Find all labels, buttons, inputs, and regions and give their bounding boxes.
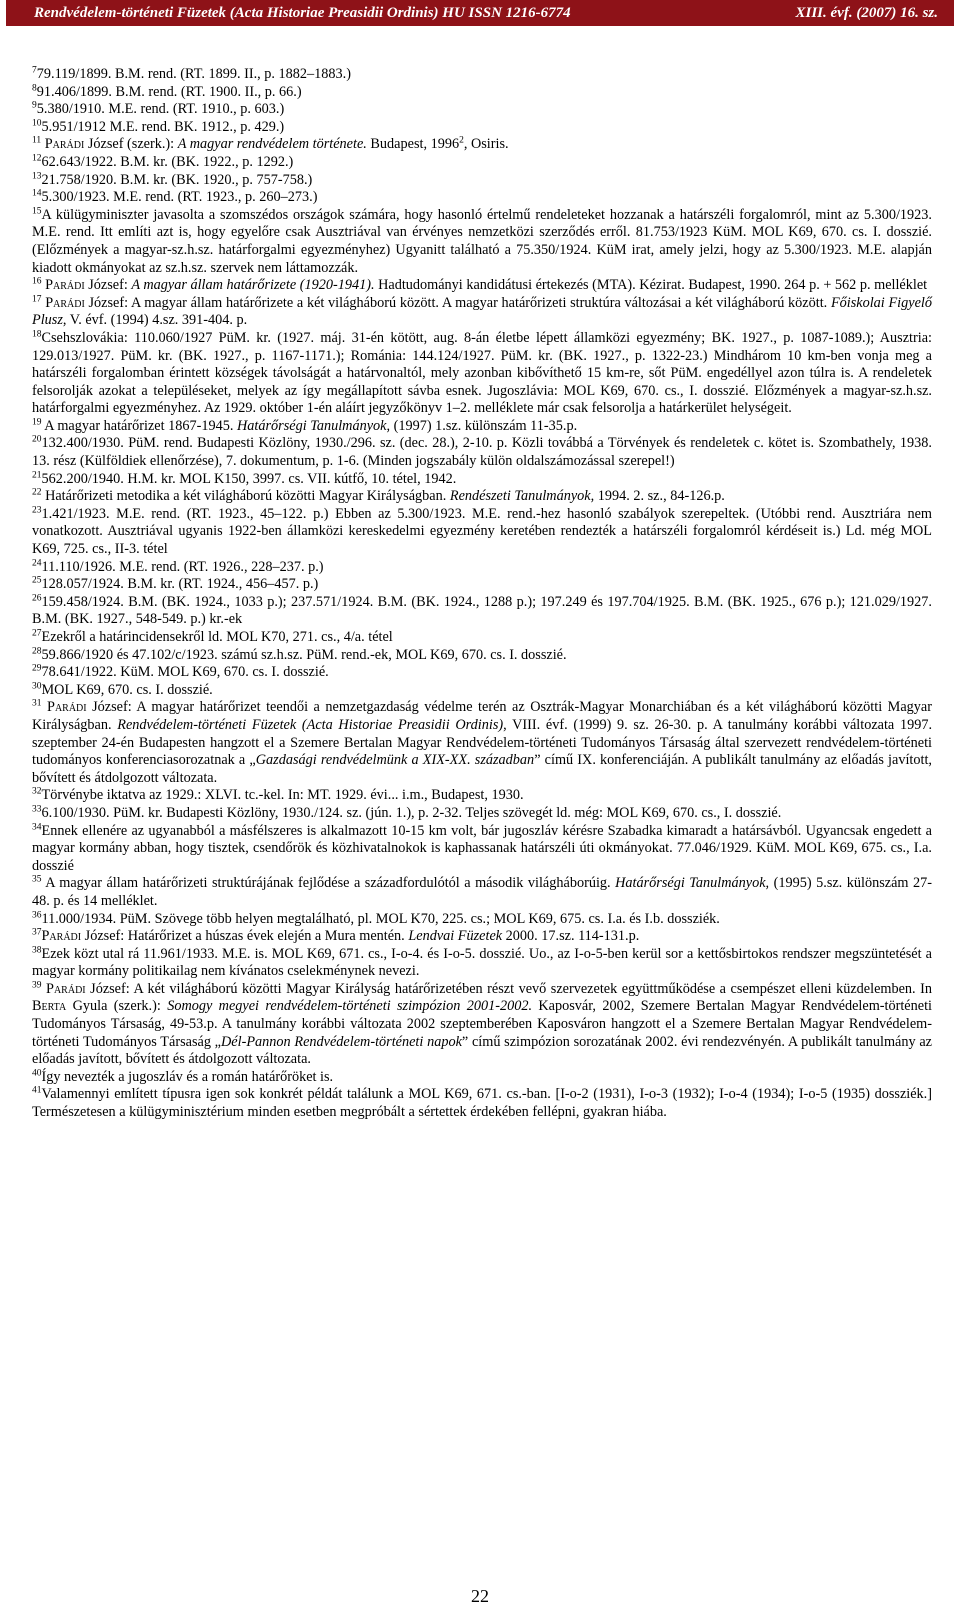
footnote bbox=[32, 154, 932, 172]
footnote-number: 30 bbox=[32, 681, 42, 692]
footnote bbox=[32, 1069, 932, 1087]
footnote bbox=[32, 295, 932, 330]
footnote-text: Gazdasági rendvédelmünk a XIX-XX. században bbox=[255, 752, 535, 769]
footnote-text: 2000. 17.sz. 114-131.p. bbox=[502, 928, 640, 945]
footnote-text: József: A magyar állam határőrizete a két világháború között. A magyar határőrizeti struktúra változásai a két világháború között. bbox=[84, 294, 831, 311]
footnote-text: Parádi bbox=[45, 294, 85, 311]
footnote bbox=[32, 559, 932, 577]
footnote-number: 19 bbox=[32, 417, 42, 428]
footnote-text: Főiskolai Figyelő Plusz bbox=[32, 294, 932, 329]
footnote-number: 10 bbox=[32, 118, 42, 129]
footnote-text: Parádi bbox=[44, 136, 85, 153]
footnote-text: (1997) 1.sz. különszám 11-35.p. bbox=[390, 417, 578, 434]
page-number: 22 bbox=[471, 1586, 489, 1606]
footnote-text: Budapest, 1996 bbox=[366, 136, 460, 153]
footnote bbox=[32, 488, 932, 506]
footnote-number: 35 bbox=[32, 874, 42, 885]
footnote-number: 36 bbox=[32, 909, 42, 920]
footnote-text: Határőrségi Tanulmányok, bbox=[615, 875, 770, 892]
footnote-text: 91.406/1899. B.M. rend. (RT. 1900. II., p. 66.) bbox=[36, 83, 302, 100]
footnote-text: Ezekről a határincidensekről ld. MOL K70, 271. cs., 4/a. tétel bbox=[41, 629, 393, 645]
footnote-number: 7 bbox=[32, 65, 37, 76]
footnote-text: Határőrségi Tanulmányok, bbox=[237, 417, 391, 434]
footnote-text: Határőrizeti metodika a két világháború közötti Magyar Királyságban. bbox=[41, 488, 450, 505]
footnote-number: 37 bbox=[32, 927, 42, 938]
footnote-text: A külügyminiszter javasolta a szomszédos országok számára, hogy hasonló értelmű rendeleteket hozzanak a határszéli forgalomról, mint az 5.300/1923. M.E. rend. Itt említi azt is, hogy egyelőre csak Ausztriával van érvényes nemzetközi szerződés erről. 81.753/1923 KüM. MOL K69, 670. cs. I. dosszié. (Előzmények a magyar-sz.h.sz. határforgalmi egyezményhez) Ugyanitt található a 75.350/1924. KüM irat, amely jelzi, hogy az 5.300/1923. M.E. alapján kiadott okmányokat az sz.h.sz. szervek nem láttamozzák. bbox=[32, 206, 932, 276]
footnote bbox=[32, 787, 932, 805]
footnote-text: Kaposvár, 2002, Szemere Bertalan Magyar Rendvédelem-történeti Tudományos Társaság, 49-53.p. A tanulmány korábbi változata 2002 szeptemberében Kaposváron hangzott el a Szemere Bertalan Magyar Rendvédelem-történeti Tudományos Társaság „ bbox=[32, 998, 933, 1050]
footnote-text: 6.100/1930. PüM. kr. Budapesti Közlöny, 1930./124. sz. (jún. 1.), p. 2-32. Teljes szövegét ld. még: MOL K69, 670. cs., I. dosszié. bbox=[41, 804, 782, 821]
footnote-number: 22 bbox=[32, 487, 42, 498]
footnote-text: 11.000/1934. PüM. Szövege több helyen megtalálható, pl. MOL K70, 225. cs.; MOL K69, 675. cs. I.a. és I.b. dossziék. bbox=[41, 910, 720, 927]
footnote-number: 39 bbox=[32, 980, 42, 991]
footnote-text: 11.110/1926. M.E. rend. (RT. 1926., 228–237. p.) bbox=[41, 558, 324, 575]
footnote bbox=[32, 594, 932, 629]
footnote bbox=[32, 101, 932, 119]
footnote bbox=[32, 66, 932, 84]
footnote-text: Rendészeti Tanulmányok, bbox=[449, 488, 595, 505]
footnote-number: 24 bbox=[32, 557, 42, 568]
footnote-number: 15 bbox=[32, 206, 42, 216]
footnote-text: 562.200/1940. H.M. kr. MOL K150, 3997. cs. VII. kútfő, 10. tétel, 1942. bbox=[41, 470, 457, 487]
footnote-text: József (szerk.): bbox=[84, 136, 178, 153]
footnote bbox=[32, 664, 932, 682]
footnote-number: 41 bbox=[32, 1085, 42, 1096]
footnote bbox=[32, 119, 932, 137]
footnote-text: József: A két világháború közötti Magyar Királyság határőrizetében részt vevő szervezetek együttműködése a csempészet elleni küzdelemben. In bbox=[85, 980, 933, 997]
footnote bbox=[32, 418, 932, 436]
footnote-number: 28 bbox=[32, 645, 42, 656]
footnote-text: Lendvai Füzetek bbox=[408, 928, 503, 945]
footnote-text: Valamennyi említett típusra igen sok konkrét példát találunk a MOL K69, 671. cs.-ban. [I-o-2 (1931), I-o-3 (1932); I-o-4 (1934); I-o-5 (1935) dossziék.] Természetesen a külügyminisztérium minden esetben megpróbált a sértettek érdekében fellépni, gyakran hiába. bbox=[32, 1086, 932, 1121]
footnote-text: 5.951/1912 M.E. rend. BK. 1912., p. 429.) bbox=[41, 118, 285, 135]
footnote bbox=[32, 928, 932, 946]
footnote-number: 38 bbox=[32, 944, 42, 955]
footnote-text: Somogy megyei rendvédelem-történeti szimpózion 2001-2002. bbox=[167, 998, 533, 1015]
footnote-text: 5.380/1910. M.E. rend. (RT. 1910., p. 603.) bbox=[36, 101, 285, 118]
footnote-number: 34 bbox=[32, 821, 42, 832]
footnote-number: 8 bbox=[32, 82, 37, 93]
footnote-text: 62.643/1922. B.M. kr. (BK. 1922., p. 1292.) bbox=[41, 153, 294, 170]
footnote-number: 21 bbox=[32, 469, 42, 480]
footnote-number: 17 bbox=[32, 293, 42, 304]
footnote bbox=[32, 471, 932, 489]
footnote-text: A magyar állam határőrizeti struktúrájának fejlődése a századfordulótól a második világháborúig. bbox=[41, 875, 616, 892]
footnote-text: Dél-Pannon Rendvédelem-történeti napok bbox=[221, 1033, 462, 1050]
footnote bbox=[32, 647, 932, 665]
footnote-number: 18 bbox=[32, 329, 42, 340]
footnote bbox=[32, 330, 932, 418]
footnote-text: József: A magyar határőrizet teendői a nemzetgazdaság védelme terén az Osztrák-Magyar Monarchiában és a két világháború közötti Magyar Királyságban. bbox=[32, 699, 932, 733]
footnote-text: Parádi bbox=[41, 928, 82, 945]
footnote-text: Rendvédelem-történeti Füzetek (Acta Historiae Preasidii Ordinis) bbox=[117, 716, 504, 733]
footnote-text: 1.421/1923. M.E. rend. (RT. 1923., 45–122. p.) Ebben az 5.300/1923. M.E. rend.-hez hasonló szabályok szerepeltek. (Utóbbi rend. Ausztriára nem vonatkozott. Ausztriával ugyanis 1922-ben államközi kereskedelmi egyezmény keretében rendezték a határszéli forgalomról kérdéseit is.) Ld. még MOL K69, 725. cs., II-3. tétel bbox=[32, 505, 932, 558]
footnote bbox=[32, 506, 932, 559]
footnote-text: 159.458/1924. B.M. (BK. 1924., 1033 p.); 237.571/1924. B.M. (BK. 1924., 1288 p.); 197.249 és 197.704/1925. B.M. (BK. 1925., 676 p.); 121.029/1927. B.M. (BK. 1927., 548-549. p.) kr.-ek bbox=[32, 593, 932, 628]
footnote-number: 26 bbox=[32, 593, 42, 604]
footnote-text: 59.866/1920 és 47.102/c/1923. számú sz.h.sz. PüM. rend.-ek, MOL K69, 670. cs. I. dosszié. bbox=[41, 646, 567, 663]
footnote-text: A magyar állam határőrizete (1920-1941). bbox=[131, 277, 375, 294]
footnote-text: ” című szimpózion sorozatának 2002. évi rendezvényén. A publikált tanulmány az előadás javított, bővített és átdolgozott változata. bbox=[32, 1033, 932, 1068]
footnote-text: 5.300/1923. M.E. rend. (RT. 1923., p. 260–273.) bbox=[41, 189, 318, 206]
footnote-number: 32 bbox=[32, 786, 42, 797]
footnote bbox=[32, 946, 932, 981]
footnote-text: Gyula (szerk.): bbox=[66, 998, 168, 1015]
footnote-number: 13 bbox=[32, 170, 42, 181]
footnote-text: , Osiris. bbox=[463, 136, 509, 153]
footnote bbox=[32, 875, 932, 910]
footnote-number: 25 bbox=[32, 575, 42, 586]
footnote-number: 9 bbox=[32, 100, 37, 111]
footnote-text: József: Határőrizet a húszas évek elején a Mura mentén. bbox=[81, 928, 409, 945]
footnote bbox=[32, 1086, 932, 1121]
footnote bbox=[32, 189, 932, 207]
footnote-number: 31 bbox=[32, 698, 42, 709]
footnote-text: (1995) 5.sz. különszám 27-48. p. és 14 melléklet. bbox=[32, 875, 932, 909]
footnote-text: A magyar határőrizet 1867-1945. bbox=[41, 417, 237, 434]
footnote-number: 33 bbox=[32, 804, 42, 815]
footnote bbox=[32, 823, 932, 876]
footnotes-list bbox=[32, 66, 932, 1122]
footnote-number: 23 bbox=[32, 505, 42, 516]
footnote bbox=[32, 136, 932, 154]
footnote-text: Parádi bbox=[47, 699, 87, 716]
footnote bbox=[32, 805, 932, 823]
footnote bbox=[32, 277, 932, 295]
footnote-text: A magyar rendvédelem története. bbox=[177, 136, 367, 153]
footnote-text: 79.119/1899. B.M. rend. (RT. 1899. II., p. 1882–1883.) bbox=[36, 66, 351, 82]
footnote bbox=[32, 682, 932, 700]
footnote-text: Így nevezték a jugoszláv és a román határőröket is. bbox=[41, 1068, 334, 1085]
footnote-number: 16 bbox=[32, 276, 42, 287]
footnote bbox=[32, 576, 932, 594]
footnote-number: 20 bbox=[32, 434, 42, 445]
footnote-text: , V. évf. (1994) 4.sz. 391-404. p. bbox=[62, 312, 248, 329]
footnote bbox=[32, 435, 932, 470]
footnote-text: Törvénybe iktatva az 1929.: XLVI. tc.-kel. In: MT. 1929. évi... i.m., Budapest, 1930. bbox=[41, 787, 524, 804]
footnote bbox=[32, 172, 932, 190]
footnote-text: Parádi bbox=[46, 980, 86, 997]
footnote bbox=[32, 629, 932, 647]
footnote-text: 78.641/1922. KüM. MOL K69, 670. cs. I. dosszié. bbox=[41, 664, 329, 681]
footnote-number: 40 bbox=[32, 1068, 42, 1079]
footnote-text: Ennek ellenére az ugyanabból a másfélszeres is alkalmazott 10-15 km volt, bár jugoszláv kérésre Szabadka kimaradt a határsávból. Ugyancsak engedett a magyar kormány abban, hogy tisztek, csendőrök és közhivatalnokok is kaphassanak határszéli úti okmányokat. 77.046/1929. KüM. MOL K69, 675. cs., I.a. dosszié bbox=[32, 822, 932, 874]
footnote-number: 12 bbox=[32, 153, 42, 164]
footnote bbox=[32, 84, 932, 102]
footnote-text: 2 bbox=[459, 135, 464, 146]
footnote bbox=[32, 981, 932, 1069]
footnote-text: Csehszlovákia: 110.060/1927 PüM. kr. (1927. máj. 31-én kötött, aug. 8-án életbe lépett államközi egyezmény; BK. 1927., p. 1087-1089.); Ausztria: 129.013/1927. PüM. kr. (BK. 1927., p. 1167-1171.); Románia: 144.124/1927. PüM. kr. (BK. 1927., p. 1322-23.) Mindhárom 10 km-ben vonja meg a határszéli forgalomban érintett községek távolságát a határvonaltól, mely azonban kibővíthető 15 km-re, sőt PüM. engedéllyel azon túlra is. A rendeletek felsorolják azokat a településeket, melyek az így megállapított sávba esnek. Jugoszlávia: MOL K69, 670. cs., I. dosszié. Előzmények a magyar-sz.h.sz. határforgalmi egyezményhez. Az 1929. október 1-én aláírt jegyzőkönyv 1–2. melléklete már csak felsorolja a határkerület helységeit. bbox=[32, 329, 932, 417]
footnote-text: 21.758/1920. B.M. kr. (BK. 1920., p. 757-758.) bbox=[41, 171, 313, 188]
footnote bbox=[32, 699, 932, 787]
footnote-text: Parádi bbox=[45, 277, 85, 294]
footnote-text: Hadtudományi kandidátusi értekezés (MTA). Kézirat. Budapest, 1990. 264 p. + 562 p. melléklet bbox=[374, 277, 928, 294]
footnote bbox=[32, 911, 932, 929]
footnote-text: 1994. 2. sz., 84-126.p. bbox=[594, 488, 725, 505]
footnote-text: Berta bbox=[32, 998, 67, 1015]
footnote-number: 29 bbox=[32, 663, 42, 674]
journal-title: Rendvédelem-történeti Füzetek (Acta Historiae Preasidii Ordinis) HU ISSN 1216-6774 bbox=[34, 4, 571, 21]
footnote-text: 128.057/1924. B.M. kr. (RT. 1924., 456–457. p.) bbox=[41, 576, 319, 593]
footnote-text: Ezek közt utal rá 11.961/1933. M.E. is. MOL K69, 671. cs., I-o-4. és I-o-5. dosszié. Uo., az I-o-5-ben kerül sor a kettősbirtokos rendszer megszüntetését a magyar kormány politikailag nem kívánatos cselekménynek nevezi. bbox=[32, 945, 932, 980]
footnote-text: József: bbox=[84, 277, 132, 294]
footnote-text: 132.400/1930. PüM. rend. Budapesti Közlöny, 1930./296. sz. (dec. 28.), 2-10. p. Közli továbbá a Törvények és rendeletek c. kötet is. Szombathely, 1938. 13. rész (Külföldiek ellenőrzése), 7. dokumentum, p. 1-6. (Minden jogszabály külön oldalszámozással szerepel!) bbox=[32, 435, 932, 470]
journal-volume: XIII. évf. (2007) 16. sz. bbox=[795, 4, 938, 21]
footnote bbox=[32, 207, 932, 277]
footnote-text: , VIII. évf. (1999) 9. sz. 26-30. p. A tanulmány korábbi változata 1997. szeptember 24-én Budapesten hangzott el a Szemere Bertalan Magyar Rendvédelem-történeti Tudományos Társaság által szervezett rendvédelem-történeti tudományos konferenciasorozatnak a „ bbox=[32, 716, 933, 769]
footnote-number: 11 bbox=[32, 135, 42, 146]
footnote-text: ” című IX. konferenciáján. A publikált tanulmány az előadás javított, bővített és átdolgozott változata. bbox=[32, 752, 932, 786]
footnote-text: MOL K69, 670. cs. I. dosszié. bbox=[41, 681, 213, 698]
footnote-number: 27 bbox=[32, 628, 42, 639]
journal-header bbox=[6, 0, 954, 26]
footnote-number: 14 bbox=[32, 188, 42, 199]
